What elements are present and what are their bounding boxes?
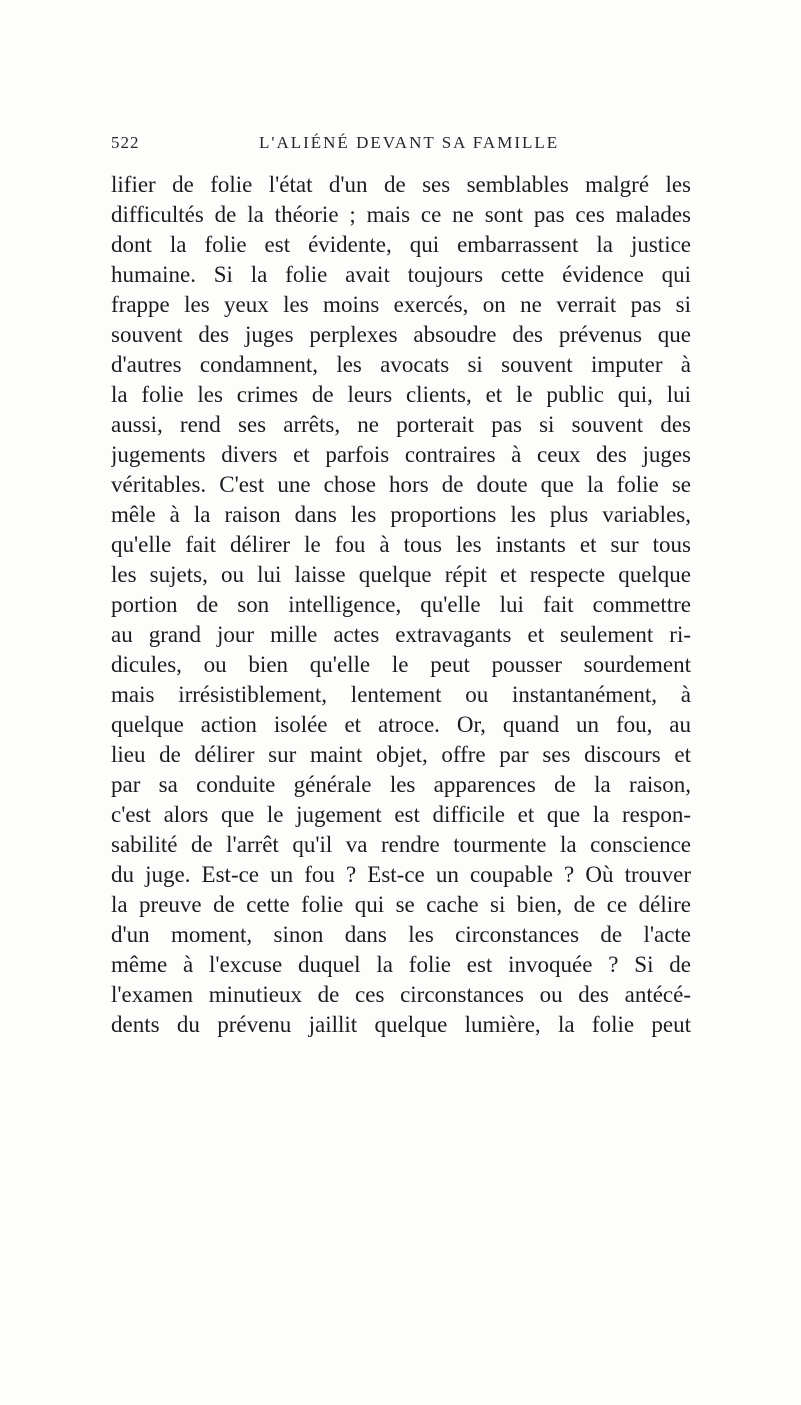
- running-head: [111, 133, 791, 163]
- text-line: mêle à la raison dans les proportions les plus variables,: [111, 502, 691, 527]
- text-line: au grand jour mille actes extravagants et seulement ri-: [111, 622, 691, 647]
- text-line: les sujets, ou lui laisse quelque répit et respecte quelque: [111, 562, 691, 587]
- text-line: portion de son intelligence, qu'elle lui fait commettre: [111, 592, 691, 617]
- body-paragraph: [111, 170, 691, 1040]
- text-line: même à l'excuse duquel la folie est invoquée ? Si de: [111, 952, 691, 977]
- text-line: la folie les crimes de leurs clients, et le public qui, lui: [111, 382, 691, 407]
- running-title: L'ALIÉNÉ DEVANT SA FAMILLE: [259, 133, 560, 152]
- text-line: dont la folie est évidente, qui embarrassent la justice: [111, 232, 691, 257]
- text-line: sabilité de l'arrêt qu'il va rendre tourmente la conscience: [111, 832, 691, 857]
- text-line: mais irrésistiblement, lentement ou instantanément, à: [111, 682, 691, 707]
- text-line: du juge. Est-ce un fou ? Est-ce un coupable ? Où trouver: [111, 862, 691, 887]
- text-line: dicules, ou bien qu'elle le peut pousser sourdement: [111, 652, 691, 677]
- text-line: qu'elle fait délirer le fou à tous les instants et sur tous: [111, 532, 691, 557]
- text-line: dents du prévenu jaillit quelque lumière, la folie peut: [111, 1012, 691, 1037]
- text-line: d'autres condamnent, les avocats si souvent imputer à: [111, 352, 691, 377]
- text-line: véritables. C'est une chose hors de doute que la folie se: [111, 472, 691, 497]
- text-line: frappe les yeux les moins exercés, on ne verrait pas si: [111, 292, 691, 317]
- text-line: lifier de folie l'état d'un de ses semblables malgré les: [111, 172, 691, 197]
- text-line: aussi, rend ses arrêts, ne porterait pas si souvent des: [111, 412, 691, 437]
- text-line: quelque action isolée et atroce. Or, quand un fou, au: [111, 712, 691, 737]
- page-number: 522: [111, 133, 140, 152]
- text-line: d'un moment, sinon dans les circonstances de l'acte: [111, 922, 691, 947]
- text-line: souvent des juges perplexes absoudre des prévenus que: [111, 322, 691, 347]
- text-line: l'examen minutieux de ces circonstances ou des antécé-: [111, 982, 691, 1007]
- text-line: par sa conduite générale les apparences de la raison,: [111, 772, 691, 797]
- text-line: difficultés de la théorie ; mais ce ne sont pas ces malades: [111, 202, 691, 227]
- text-line: c'est alors que le jugement est difficile et que la respon-: [111, 802, 691, 827]
- text-line: jugements divers et parfois contraires à ceux des juges: [111, 442, 691, 467]
- text-line: lieu de délirer sur maint objet, offre par ses discours et: [111, 742, 691, 767]
- text-line: la preuve de cette folie qui se cache si bien, de ce délire: [111, 892, 691, 917]
- text-line: humaine. Si la folie avait toujours cette évidence qui: [111, 262, 691, 287]
